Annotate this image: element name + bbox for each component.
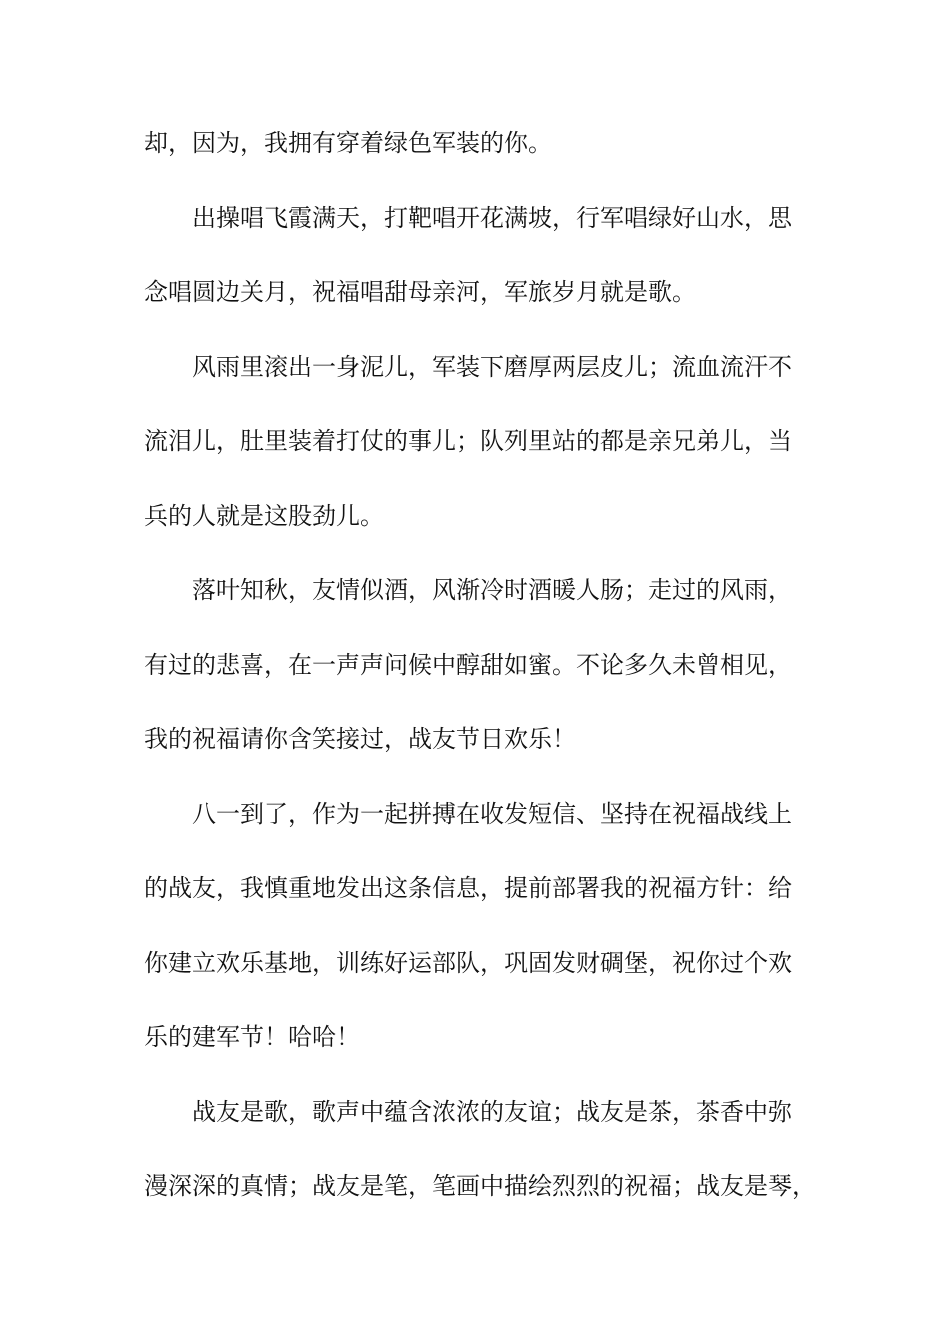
paragraph-first-line: 风雨里滚出一身泥儿，军装下磨厚两层皮儿；流血流汗不 [192, 352, 792, 381]
text-line: 的战友，我慎重地发出这条信息，提前部署我的祝福方针：给 [144, 874, 792, 902]
paragraph-first-line: 落叶知秋，友情似酒，风渐冷时酒暖人肠；走过的风雨， [192, 576, 792, 604]
paragraph-first-line: 战友是歌，歌声中蕴含浓浓的友谊；战友是茶，茶香中弥 [192, 1097, 792, 1126]
text-line: 乐的建军节！哈哈！ [144, 1023, 360, 1051]
text-line: 你建立欢乐基地，训练好运部队，巩固发财碉堡，祝你过个欢 [144, 948, 792, 977]
text-line: 念唱圆边关月，祝福唱甜母亲河，军旅岁月就是歌。 [144, 278, 696, 306]
text-line: 我的祝福请你含笑接过，战友节日欢乐！ [144, 725, 576, 753]
text-line: 兵的人就是这股劲儿。 [144, 501, 384, 530]
paragraph-first-line: 八一到了，作为一起拼搏在收发短信、坚持在祝福战线上 [192, 799, 792, 828]
text-line: 有过的悲喜，在一声声问候中醇甜如蜜。不论多久未曾相见， [144, 650, 792, 679]
paragraph-first-line: 出操唱飞霞满天，打靶唱开花满坡，行军唱绿好山水，思 [192, 203, 792, 232]
text-line: 流泪儿，肚里装着打仗的事儿；队列里站的都是亲兄弟儿，当 [144, 427, 792, 455]
text-line: 却，因为，我拥有穿着绿色军装的你。 [144, 129, 552, 157]
document-body [144, 131, 824, 1249]
text-line: 漫深深的真情；战友是笔，笔画中描绘烈烈的祝福；战友是琴， [144, 1172, 816, 1200]
